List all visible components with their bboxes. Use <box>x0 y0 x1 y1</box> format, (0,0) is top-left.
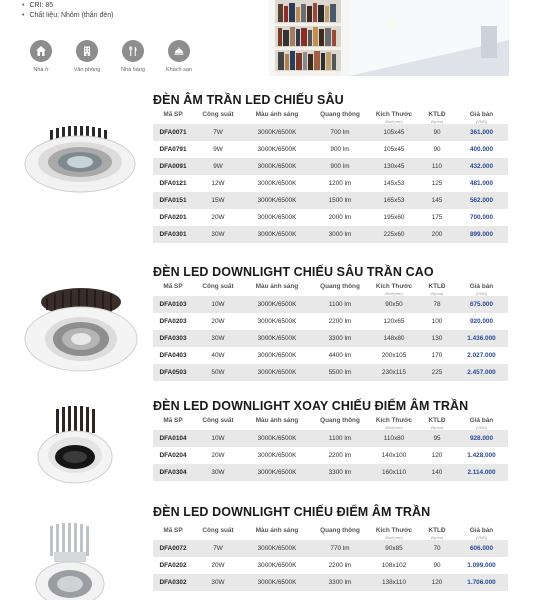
cell-price: 1.436.000 <box>455 330 508 347</box>
spec-table <box>153 527 508 591</box>
cell-cutout: 175 <box>419 209 455 226</box>
table-row <box>153 447 508 464</box>
cell-price: 2.114.000 <box>455 464 508 481</box>
cell-lumen: 770 lm <box>311 540 369 557</box>
cell-code: DFA0202 <box>153 557 193 574</box>
application-label: Khách sạn <box>166 67 192 73</box>
table-row <box>153 430 508 447</box>
cell-code: DFA0071 <box>153 124 193 141</box>
cell-size: 200x105 <box>369 347 419 364</box>
cell-lumen: 700 lm <box>311 124 369 141</box>
table-row <box>153 464 508 481</box>
col-size: Kích Thước ØxH(mm) <box>375 111 413 124</box>
col-lumen: Quang thông <box>320 283 360 290</box>
cell-price: 606.000 <box>455 540 508 557</box>
cell-color-temp: 3000K/6500K <box>243 158 311 175</box>
table-row <box>153 364 508 381</box>
cell-price: 2.457.000 <box>455 364 508 381</box>
cell-lumen: 1200 lm <box>311 175 369 192</box>
cell-lumen: 3300 lm <box>311 464 369 481</box>
table-row <box>153 347 508 364</box>
table-row <box>153 209 508 226</box>
col-cutout: KTLĐ Ø(mm) <box>428 417 446 430</box>
application-label: Nhà ở <box>33 67 49 73</box>
section-title: ĐÈN LED DOWNLIGHT CHIẾU ĐIỂM ÂM TRẦN <box>153 505 431 519</box>
cell-lumen: 2200 lm <box>311 313 369 330</box>
cell-price: 920.000 <box>455 313 508 330</box>
col-lumen: Quang thông <box>320 417 360 424</box>
hotel-icon <box>168 40 190 62</box>
cell-code: DFA0791 <box>153 141 193 158</box>
house-icon <box>30 40 52 62</box>
cell-code: DFA0303 <box>153 330 193 347</box>
cell-cutout: 70 <box>419 540 455 557</box>
table-row <box>153 226 508 243</box>
cell-cutout: 78 <box>419 296 455 313</box>
cell-code: DFA0304 <box>153 464 193 481</box>
cell-cutout: 170 <box>419 347 455 364</box>
col-price: Giá bán (VND) <box>469 111 494 124</box>
product-image-high-ceiling-downlight <box>22 284 140 381</box>
section-title: ĐÈN ÂM TRẦN LED CHIẾU SÂU <box>153 93 344 107</box>
cell-power: 9W <box>193 158 243 175</box>
cell-color-temp: 3000K/6500K <box>243 313 311 330</box>
application-label: Văn phòng <box>73 67 101 73</box>
cell-power: 15W <box>193 192 243 209</box>
section-title: ĐÈN LED DOWNLIGHT CHIẾU SÂU TRẦN CAO <box>153 265 434 279</box>
cell-cutout: 90 <box>419 141 455 158</box>
cell-code: DFA0121 <box>153 175 193 192</box>
col-price: Giá bán (VND) <box>469 283 494 296</box>
cell-cutout: 110 <box>419 158 455 175</box>
cell-power: 50W <box>193 364 243 381</box>
cell-lumen: 3300 lm <box>311 330 369 347</box>
cell-cutout: 225 <box>419 364 455 381</box>
cell-color-temp: 3000K/6500K <box>243 347 311 364</box>
office-building-icon <box>76 40 98 62</box>
table-header <box>153 283 508 296</box>
spec-table <box>153 111 508 243</box>
cell-color-temp: 3000K/6500K <box>243 464 311 481</box>
cell-lumen: 3000 lm <box>311 226 369 243</box>
spec-material: • Chất liệu: Nhôm (thân đèn) <box>22 11 114 21</box>
table-header <box>153 417 508 430</box>
col-cutout: KTLĐ Ø(mm) <box>428 527 446 540</box>
cell-price: 1.706.000 <box>455 574 508 591</box>
cell-color-temp: 3000K/6500K <box>243 330 311 347</box>
cell-cutout: 140 <box>419 464 455 481</box>
cell-color-temp: 3000K/6500K <box>243 296 311 313</box>
cell-price: 675.000 <box>455 296 508 313</box>
table-row <box>153 175 508 192</box>
cell-size: 160x110 <box>369 464 419 481</box>
cell-price: 400.000 <box>455 141 508 158</box>
col-code: Mã SP <box>163 111 183 118</box>
cell-price: 361.000 <box>455 124 508 141</box>
cell-power: 30W <box>193 226 243 243</box>
cell-price: 432.000 <box>455 158 508 175</box>
product-image-spot-recessed-downlight <box>34 522 106 600</box>
cell-size: 120x65 <box>369 313 419 330</box>
product-image-deep-recessed-downlight <box>20 122 140 217</box>
cell-power: 20W <box>193 447 243 464</box>
col-code: Mã SP <box>163 417 183 424</box>
cell-size: 195x60 <box>369 209 419 226</box>
col-color-temp: Màu ánh sáng <box>255 283 299 290</box>
col-power: Công suất <box>202 417 234 424</box>
cell-code: DFA0104 <box>153 430 193 447</box>
col-price: Giá bán (VND) <box>469 417 494 430</box>
restaurant-icon <box>122 40 144 62</box>
application-restaurant <box>114 40 152 73</box>
cell-color-temp: 3000K/6500K <box>243 557 311 574</box>
cell-code: DFA0091 <box>153 158 193 175</box>
application-home <box>22 40 60 73</box>
application-label: Nhà hàng <box>121 67 145 73</box>
cell-color-temp: 3000K/6500K <box>243 364 311 381</box>
table-header <box>153 111 508 124</box>
cell-power: 10W <box>193 430 243 447</box>
cell-cutout: 120 <box>419 447 455 464</box>
cell-size: 148x80 <box>369 330 419 347</box>
cell-power: 30W <box>193 330 243 347</box>
table-row <box>153 141 508 158</box>
cell-size: 130x45 <box>369 158 419 175</box>
product-image-adjustable-spot-downlight <box>34 405 116 492</box>
cell-price: 1.099.000 <box>455 557 508 574</box>
application-office <box>68 40 106 73</box>
table-row <box>153 557 508 574</box>
cell-size: 105x45 <box>369 124 419 141</box>
cell-size: 108x102 <box>369 557 419 574</box>
cell-cutout: 90 <box>419 557 455 574</box>
table-row <box>153 158 508 175</box>
col-price: Giá bán (VND) <box>469 527 494 540</box>
cell-size: 90x50 <box>369 296 419 313</box>
application-icons <box>22 40 198 73</box>
cell-price: 899.000 <box>455 226 508 243</box>
cell-code: DFA0103 <box>153 296 193 313</box>
cell-size: 105x45 <box>369 141 419 158</box>
cell-size: 145x53 <box>369 175 419 192</box>
cell-power: 40W <box>193 347 243 364</box>
col-power: Công suất <box>202 527 234 534</box>
col-size: Kích Thước ØxH(mm) <box>375 527 413 540</box>
table-row <box>153 192 508 209</box>
cell-code: DFA0503 <box>153 364 193 381</box>
cell-cutout: 125 <box>419 175 455 192</box>
cell-lumen: 1500 lm <box>311 192 369 209</box>
cell-power: 30W <box>193 574 243 591</box>
table-row <box>153 540 508 557</box>
col-power: Công suất <box>202 111 234 118</box>
table-row <box>153 296 508 313</box>
cell-color-temp: 3000K/6500K <box>243 141 311 158</box>
cell-power: 12W <box>193 175 243 192</box>
cell-color-temp: 3000K/6500K <box>243 209 311 226</box>
cell-power: 30W <box>193 464 243 481</box>
cell-cutout: 90 <box>419 124 455 141</box>
cell-color-temp: 3000K/6500K <box>243 540 311 557</box>
cell-size: 230x115 <box>369 364 419 381</box>
table-row <box>153 574 508 591</box>
cell-lumen: 2200 lm <box>311 447 369 464</box>
cell-code: DFA0403 <box>153 347 193 364</box>
cell-cutout: 95 <box>419 430 455 447</box>
col-lumen: Quang thông <box>320 111 360 118</box>
cell-cutout: 100 <box>419 313 455 330</box>
cell-code: DFA0301 <box>153 226 193 243</box>
col-color-temp: Màu ánh sáng <box>255 417 299 424</box>
table-row <box>153 124 508 141</box>
cell-code: DFA0204 <box>153 447 193 464</box>
cell-color-temp: 3000K/6500K <box>243 430 311 447</box>
cell-size: 225x60 <box>369 226 419 243</box>
col-cutout: KTLĐ Ø(mm) <box>428 283 446 296</box>
spec-table <box>153 417 508 481</box>
cell-color-temp: 3000K/6500K <box>243 226 311 243</box>
col-size: Kích Thước ØxH(mm) <box>375 283 413 296</box>
cell-lumen: 1100 lm <box>311 296 369 313</box>
cell-power: 20W <box>193 557 243 574</box>
spec-table <box>153 283 508 381</box>
cell-lumen: 5500 lm <box>311 364 369 381</box>
cell-color-temp: 3000K/6500K <box>243 175 311 192</box>
table-header <box>153 527 508 540</box>
cell-size: 90x85 <box>369 540 419 557</box>
cell-lumen: 4400 lm <box>311 347 369 364</box>
cell-code: DFA0203 <box>153 313 193 330</box>
cell-price: 928.000 <box>455 430 508 447</box>
cell-color-temp: 3000K/6500K <box>243 124 311 141</box>
col-size: Kích Thước ØxH(mm) <box>375 417 413 430</box>
cell-size: 110x80 <box>369 430 419 447</box>
cell-power: 7W <box>193 124 243 141</box>
cell-cutout: 200 <box>419 226 455 243</box>
col-color-temp: Màu ánh sáng <box>255 527 299 534</box>
cell-size: 165x53 <box>369 192 419 209</box>
cell-price: 562.000 <box>455 192 508 209</box>
interior-photo <box>269 0 509 76</box>
cell-cutout: 130 <box>419 330 455 347</box>
spec-cri: • CRI: 85 <box>22 1 114 11</box>
cell-power: 10W <box>193 296 243 313</box>
col-cutout: KTLĐ Ø(mm) <box>428 111 446 124</box>
col-code: Mã SP <box>163 527 183 534</box>
cell-code: DFA0151 <box>153 192 193 209</box>
top-specs <box>22 1 114 21</box>
cell-power: 7W <box>193 540 243 557</box>
cell-price: 1.428.000 <box>455 447 508 464</box>
cell-price: 2.027.000 <box>455 347 508 364</box>
cell-cutout: 120 <box>419 574 455 591</box>
cell-lumen: 900 lm <box>311 158 369 175</box>
cell-lumen: 2200 lm <box>311 557 369 574</box>
cell-color-temp: 3000K/6500K <box>243 192 311 209</box>
col-power: Công suất <box>202 283 234 290</box>
cell-lumen: 1100 lm <box>311 430 369 447</box>
cell-size: 138x110 <box>369 574 419 591</box>
cell-size: 140x100 <box>369 447 419 464</box>
cell-lumen: 2000 lm <box>311 209 369 226</box>
cell-price: 481.000 <box>455 175 508 192</box>
cell-lumen: 3300 lm <box>311 574 369 591</box>
cell-code: DFA0072 <box>153 540 193 557</box>
cell-code: DFA0302 <box>153 574 193 591</box>
cell-code: DFA0201 <box>153 209 193 226</box>
cell-color-temp: 3000K/6500K <box>243 447 311 464</box>
col-code: Mã SP <box>163 283 183 290</box>
col-color-temp: Màu ánh sáng <box>255 111 299 118</box>
cell-power: 20W <box>193 313 243 330</box>
cell-price: 700.000 <box>455 209 508 226</box>
cell-power: 9W <box>193 141 243 158</box>
application-hotel <box>160 40 198 73</box>
cell-cutout: 145 <box>419 192 455 209</box>
cell-lumen: 900 lm <box>311 141 369 158</box>
section-title: ĐÈN LED DOWNLIGHT XOAY CHIẾU ĐIỂM ÂM TRẦN <box>153 399 469 413</box>
table-row <box>153 313 508 330</box>
col-lumen: Quang thông <box>320 527 360 534</box>
cell-power: 20W <box>193 209 243 226</box>
table-row <box>153 330 508 347</box>
cell-color-temp: 3000K/6500K <box>243 574 311 591</box>
